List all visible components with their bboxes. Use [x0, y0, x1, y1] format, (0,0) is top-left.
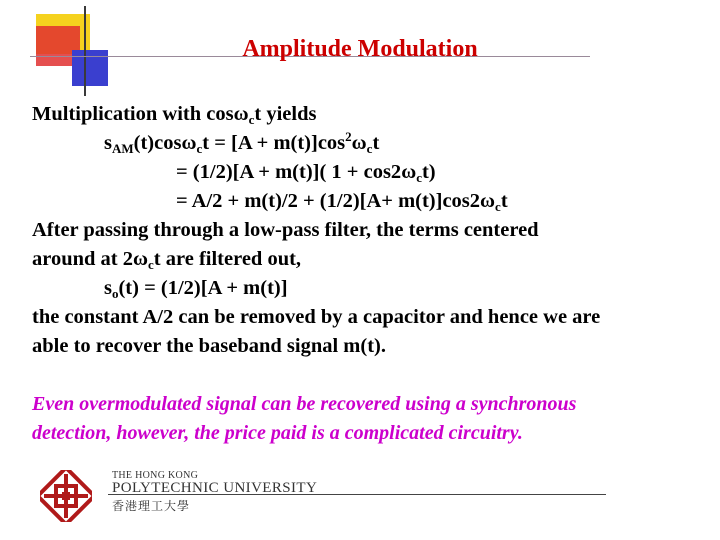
body-line-5: After passing through a low-pass filter, the terms centered	[32, 219, 539, 241]
body-line-8: the constant A/2 can be removed by a capacitor and hence we are	[32, 306, 601, 328]
body-line-4: = $A/2 + m(t)/2 + (1/2)[A+ m(t)]\cos 2\omega_ct$	[176, 190, 508, 214]
note-line-2: detection, however, the price paid is a complicated circuitry.	[32, 422, 523, 444]
university-name-line1: THE HONG KONG	[112, 470, 199, 481]
note-line-1: Even overmodulated signal can be recovered using a synchronous	[32, 393, 577, 415]
body-line-1: Multiplication with cosω$_c$t yields	[32, 103, 317, 127]
body-line-9: able to recover the baseband signal m(t).	[32, 335, 386, 357]
body-line-6: around at $2\omega_ct$ are filtered out,	[32, 248, 302, 272]
body-line-7: $s_o(t) = (1/2)[A + m(t)]$	[104, 277, 288, 301]
slide-title: Amplitude Modulation	[242, 36, 478, 62]
body-line-3: = (1/2)[A + m(t)]( $1 + \cos 2\omega_ct$)	[176, 161, 436, 185]
university-name-line2: POLYTECHNIC UNIVERSITY	[112, 480, 318, 496]
body-line-2: $s_{AM}(t)\cos\omega_ct = [A + m(t)]\cos^2\omega_ct$	[104, 129, 380, 156]
university-name-chinese: 香港理工大學	[112, 499, 191, 513]
polyu-emblem-icon	[40, 470, 92, 527]
